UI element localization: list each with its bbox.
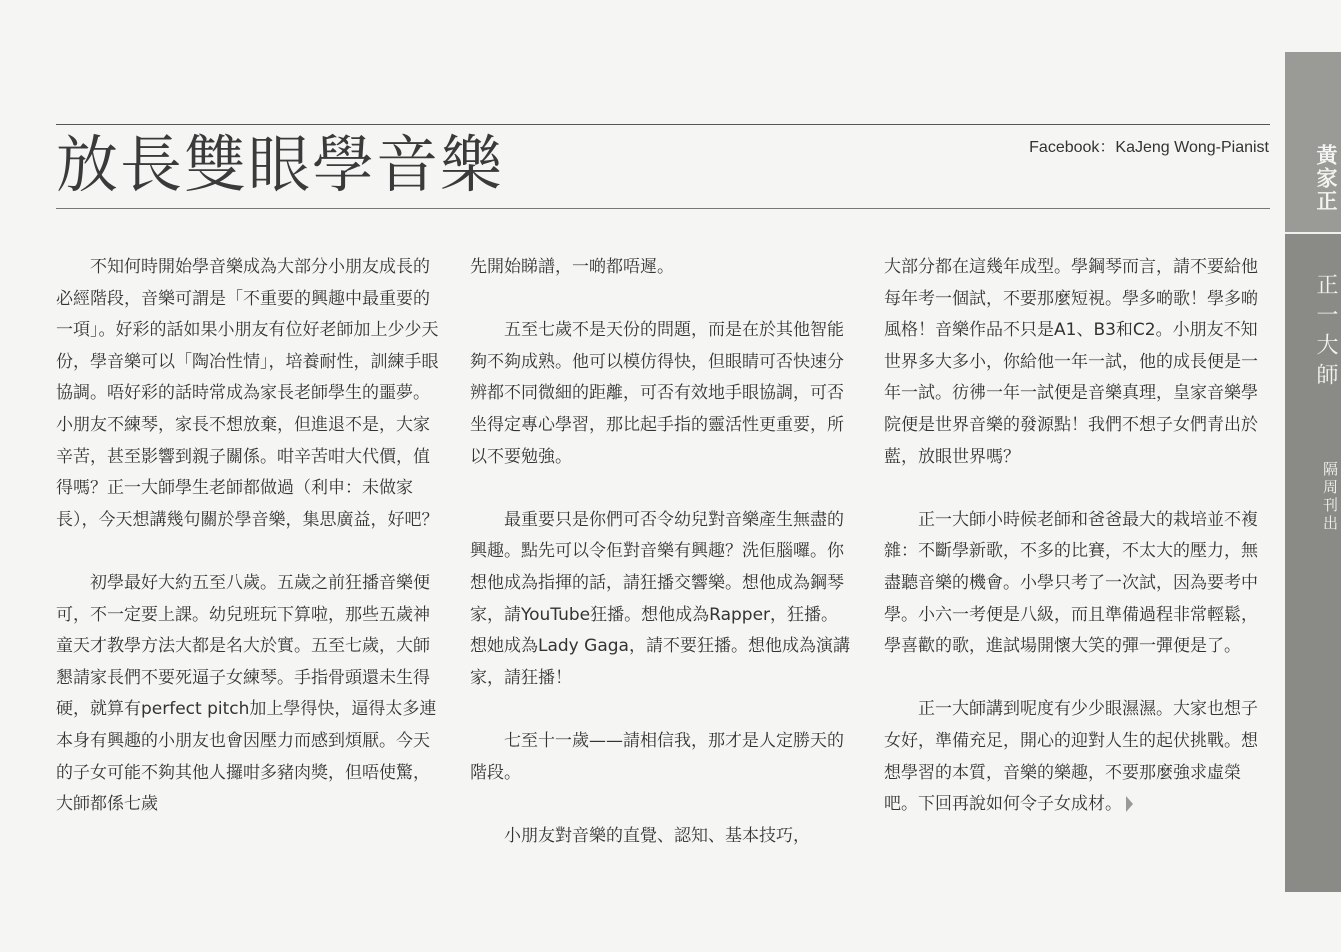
paragraph: 七至十一歲——請相信我，那才是人定勝天的階段。 — [470, 730, 844, 783]
article-title: 放長雙眼學音樂 — [56, 128, 505, 201]
sidebar-column-name: 正一大師 — [1313, 273, 1338, 393]
sidebar-frequency: 隔周刊出 — [1321, 461, 1339, 533]
sidebar-author-name: 黃家正 — [1314, 143, 1339, 213]
header-top-rule — [56, 124, 1270, 125]
article-column-1 — [56, 252, 440, 821]
paragraph: 先開始睇譜，一啲都唔遲。 — [470, 257, 674, 277]
paragraph: 不知何時開始學音樂成為大部分小朋友成長的必經階段，音樂可謂是「不重要的興趣中最重要的一項」。好彩的話如果小朋友有位好老師加上少少天份，學音樂可以「陶冶性情」，培養耐性，訓練手眼協調。唔好彩的話時常成為家長老師學生的噩夢。小朋友不練琴，家長不想放棄，但進退不是，大家辛苦，甚至影響到親子關係。咁辛苦咁大代價，值得嗎？正一大師學生老師都做過（利申：未做家長），今天想講幾句關於學音樂，集思廣益，好吧？ — [56, 257, 439, 530]
article-column-2 — [470, 252, 854, 852]
paragraph: 正一大師小時候老師和爸爸最大的栽培並不複雜：不斷學新歌，不多的比賽，不太大的壓力，無盡聽音樂的機會。小學只考了一次試，因為要考中學。小六一考便是八級，而且準備過程非常輕鬆，學喜歡的歌，進試場開懷大笑的彈一彈便是了。 — [884, 509, 1258, 657]
article-end-marker — [1126, 796, 1133, 812]
paragraph: 小朋友對音樂的直覺、認知、基本技巧， — [504, 825, 810, 846]
sidebar-divider — [1285, 232, 1341, 234]
paragraph — [884, 694, 1268, 820]
author-facebook: Facebook：KaJeng Wong-Pianist — [1029, 139, 1269, 156]
paragraph: 初學最好大約五至八歲。五歲之前狂播音樂便可，不一定要上課。幼兒班玩下算啦，那些五歲神童天才教學方法大都是名大於實。五至七歲，大師懇請家長們不要死逼子女練琴。手指骨頭還未生得硬，就算有perfect pitch加上學得快，逼得太多連本身有興趣的小朋友也會因壓力而感到煩厭。今天的子女可能不夠其他人攞咁多豬肉獎，但唔使驚，大師都係七歲 — [56, 572, 437, 815]
header-bottom-rule — [56, 208, 1270, 209]
paragraph: 大部分都在這幾年成型。學鋼琴而言，請不要給他每年考一個試，不要那麼短視。學多啲歌！學多啲風格！音樂作品不只是A1、B3和C2。小朋友不知世界多大多小，你給他一年一試，他的成長便是一年一試。彷彿一年一試便是音樂真理，皇家音樂學院便是世界音樂的發源點！我們不想子女們青出於藍，放眼世界嗎？ — [884, 257, 1258, 467]
paragraph: 五至七歲不是天份的問題，而是在於其他智能夠不夠成熟。他可以模仿得快，但眼睛可否快速分辨都不同微細的距離，可否有效地手眼協調，可否坐得定專心學習，那比起手指的靈活性更重要，所以不要勉強。 — [470, 320, 844, 467]
paragraph: 最重要只是你們可否令幼兒對音樂產生無盡的興趣。點先可以令佢對音樂有興趣？洗佢腦囉。你想他成為指揮的話，請狂播交響樂。想他成為鋼琴家，請YouTube狂播。想他成為Rapper，狂播。想她成為Lady Gaga，請不要狂播。想他成為演講家，請狂播！ — [470, 509, 850, 688]
article-column-3 — [884, 252, 1268, 821]
paragraph-text: 正一大師講到呢度有少少眼濕濕。大家也想子女好，準備充足，開心的迎對人生的起伏挑戰。想想學習的本質，音樂的樂趣，不要那麼強求虛榮吧。下回再說如何令子女成材。 — [884, 699, 1258, 815]
column-sidebar — [1285, 52, 1341, 892]
